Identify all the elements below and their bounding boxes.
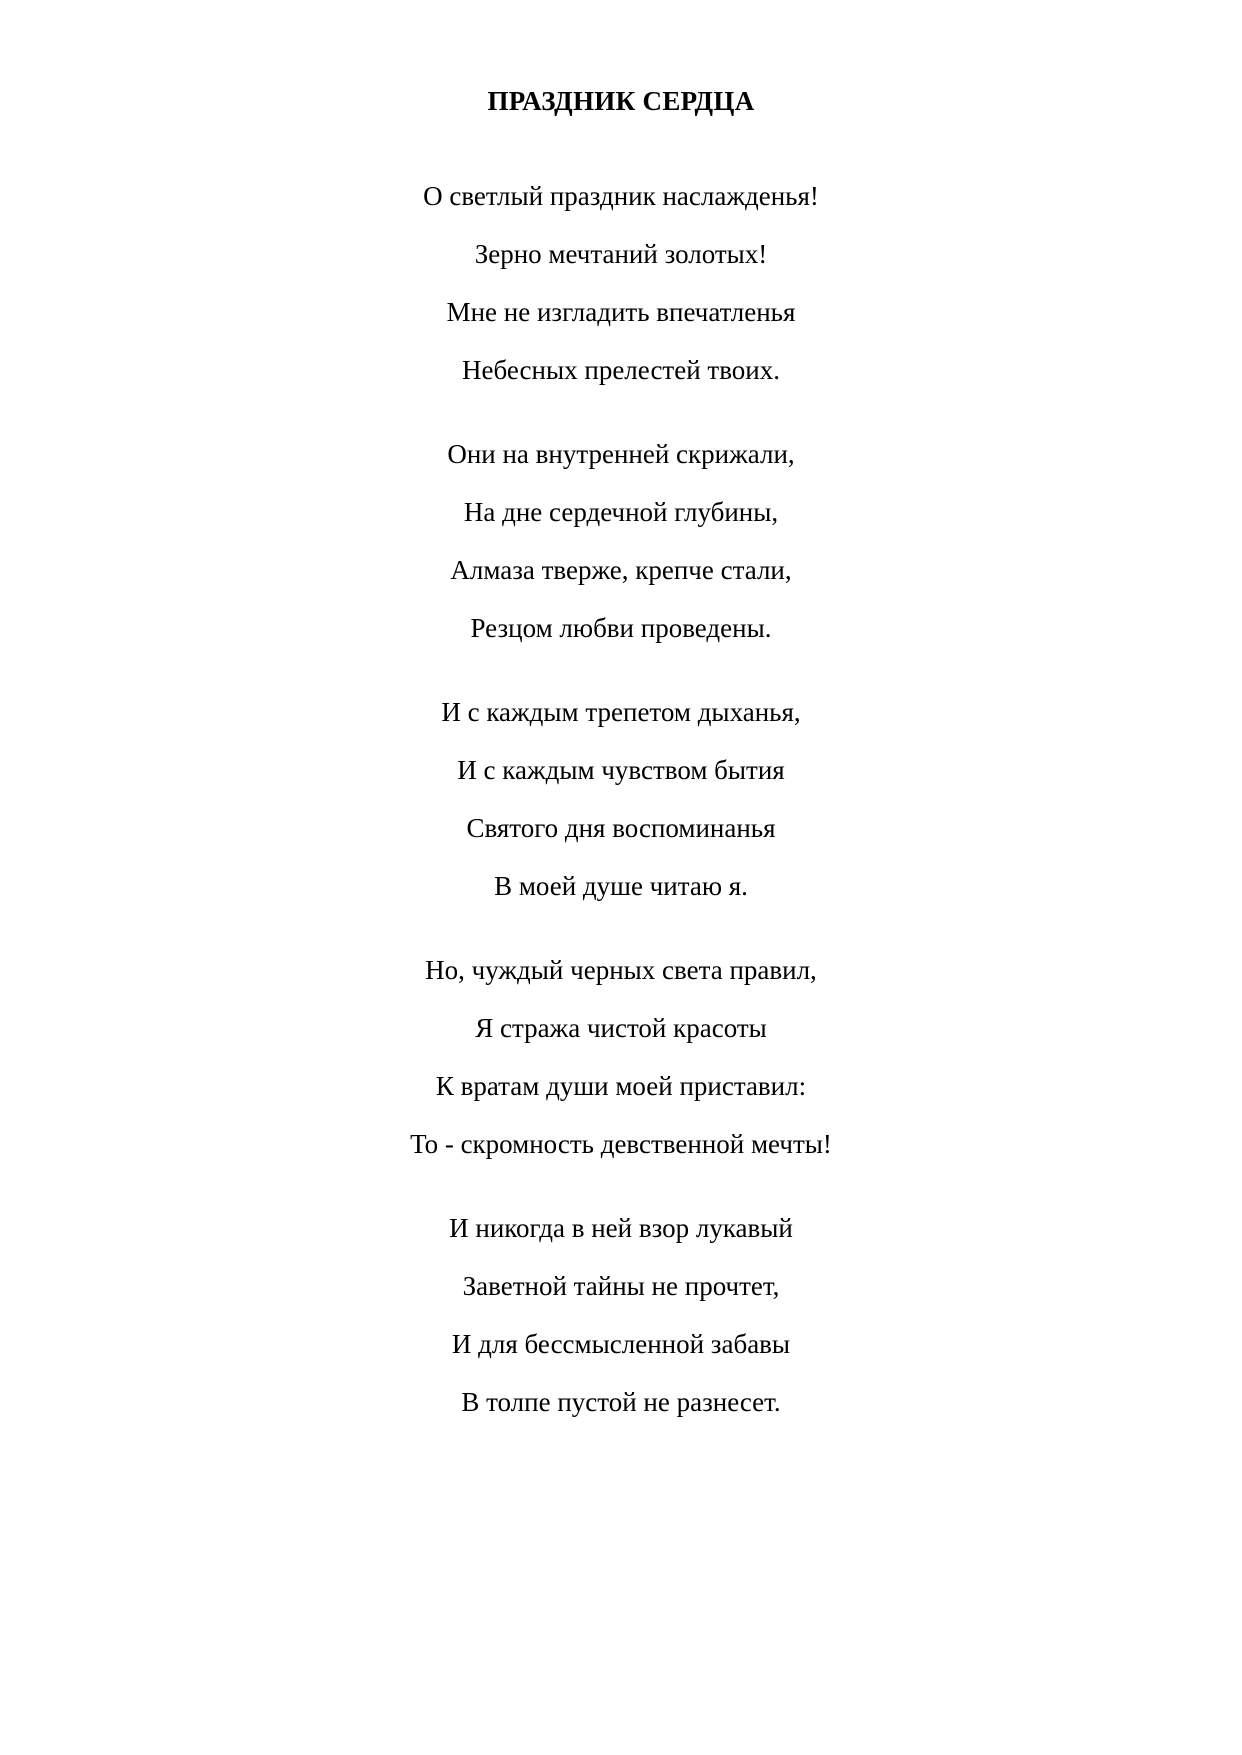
poem-line: Я стража чистой красоты	[475, 1013, 767, 1043]
poem-line: Они на внутренней скрижали,	[447, 439, 795, 469]
stanza-4	[0, 941, 1242, 1173]
poem-line: Мне не изгладить впечатленья	[446, 297, 796, 327]
poem-line: То - скромность девственной мечты!	[410, 1129, 832, 1159]
poem-line: И с каждым трепетом дыханья,	[441, 697, 801, 727]
poem-line: Зерно мечтаний золотых!	[474, 239, 768, 269]
poem-line: Алмаза тверже, крепче стали,	[450, 555, 792, 585]
poem-line: И для бессмысленной забавы	[451, 1329, 791, 1359]
stanza-1	[0, 167, 1242, 399]
stanza-2	[0, 425, 1242, 657]
poem-line: В толпе пустой не разнесет.	[461, 1387, 781, 1417]
poem-line: К вратам души моей приставил:	[435, 1071, 807, 1101]
poem-line: О светлый праздник наслажденья!	[423, 181, 819, 211]
stanza-5	[0, 1199, 1242, 1431]
poem-line: Святого дня воспоминанья	[466, 813, 776, 843]
poem-line: Заветной тайны не прочтет,	[462, 1271, 780, 1301]
poem-line: В моей душе читаю я.	[494, 871, 748, 901]
poem-line: На дне сердечной глубины,	[463, 497, 779, 527]
poem-title: ПРАЗДНИК СЕРДЦА	[487, 86, 755, 116]
poem-line: Резцом любви проведены.	[470, 613, 772, 643]
poem-line: Небесных прелестей твоих.	[462, 355, 780, 385]
poem-line: И с каждым чувством бытия	[457, 755, 785, 785]
poem-line: Но, чуждый черных света правил,	[425, 955, 817, 985]
stanza-3	[0, 683, 1242, 915]
poem-line: И никогда в ней взор лукавый	[449, 1213, 793, 1243]
